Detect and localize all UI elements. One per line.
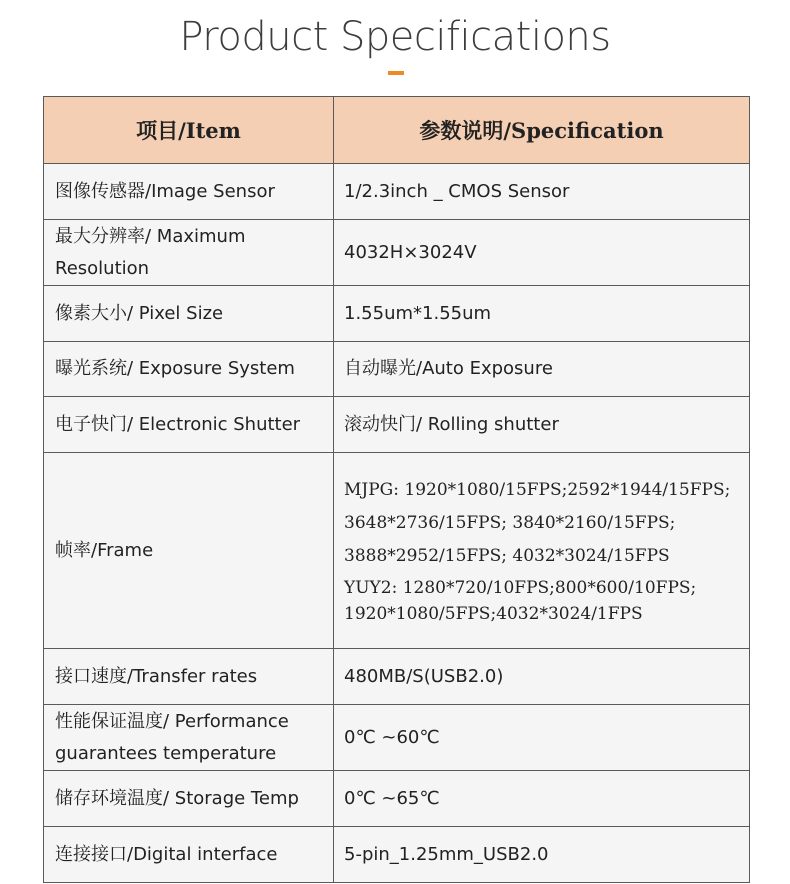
table-row	[44, 164, 750, 220]
row-spec-value: 自动曝光/Auto Exposure	[334, 342, 750, 397]
frame-mjpg-line: 3648*2736/15FPS; 3840*2160/15FPS;	[344, 513, 676, 533]
title-accent-bar	[388, 71, 404, 75]
frame-mjpg-block	[344, 474, 739, 573]
row-spec-value: 0℃ ~65℃	[334, 771, 750, 827]
row-item-label: 帧率/Frame	[44, 453, 334, 649]
row-spec-value: 滚动快门/ Rolling shutter	[334, 397, 750, 453]
row-item-label: 储存环境温度/ Storage Temp	[44, 771, 334, 827]
row-item-label: 接口速度/Transfer rates	[44, 649, 334, 705]
table-row	[44, 342, 750, 397]
table-row	[44, 453, 750, 649]
row-spec-value: 5-pin_1.25mm_USB2.0	[334, 827, 750, 883]
table-row	[44, 397, 750, 453]
row-item-label: 性能保证温度/ Performance guarantees temperature	[44, 705, 334, 771]
spec-table	[43, 96, 750, 883]
table-row	[44, 827, 750, 883]
row-spec-value	[334, 453, 750, 649]
row-item-label: 像素大小/ Pixel Size	[44, 286, 334, 342]
row-item-label: 电子快门/ Electronic Shutter	[44, 397, 334, 453]
row-item-label: 曝光系统/ Exposure System	[44, 342, 334, 397]
table-row	[44, 649, 750, 705]
row-spec-value: 480MB/S(USB2.0)	[334, 649, 750, 705]
frame-yuy2-block	[344, 575, 739, 627]
row-spec-value: 0℃ ~60℃	[334, 705, 750, 771]
row-item-label: 最大分辨率/ Maximum Resolution	[44, 220, 334, 286]
row-spec-value: 1/2.3inch _ CMOS Sensor	[334, 164, 750, 220]
page-title: Product Specifications	[179, 14, 611, 60]
table-row	[44, 705, 750, 771]
frame-mjpg-line: 3888*2952/15FPS; 4032*3024/15FPS	[344, 546, 670, 566]
column-header-item: 项目/Item	[44, 97, 334, 164]
table-header-row	[44, 97, 750, 164]
frame-yuy2-line: YUY2: 1280*720/10FPS;800*600/10FPS;	[344, 578, 697, 598]
row-spec-value: 1.55um*1.55um	[334, 286, 750, 342]
row-item-label: 图像传感器/Image Sensor	[44, 164, 334, 220]
table-row	[44, 220, 750, 286]
table-row	[44, 286, 750, 342]
table-row	[44, 771, 750, 827]
frame-mjpg-line: MJPG: 1920*1080/15FPS;2592*1944/15FPS;	[344, 480, 731, 500]
frame-yuy2-line: 1920*1080/5FPS;4032*3024/1FPS	[344, 604, 643, 624]
row-item-label: 连接接口/Digital interface	[44, 827, 334, 883]
column-header-specification: 参数说明/Specification	[334, 97, 750, 164]
row-spec-value: 4032H×3024V	[334, 220, 750, 286]
